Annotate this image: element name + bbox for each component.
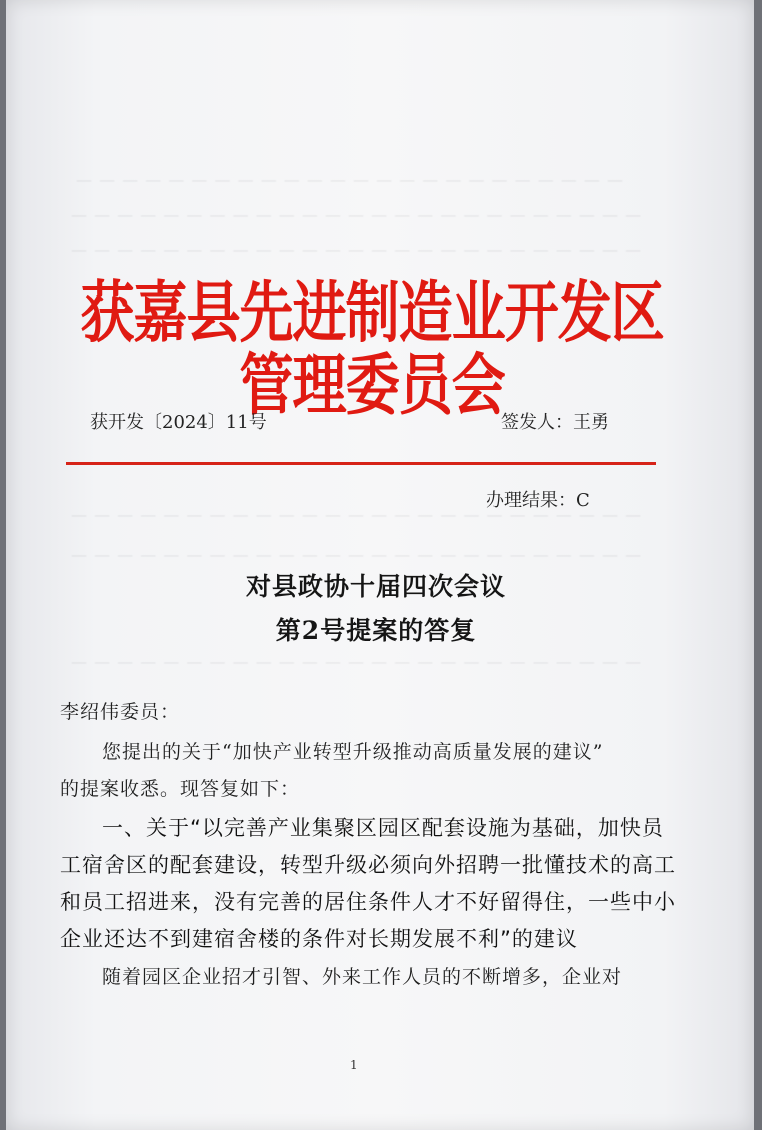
show-through-text: — — — — — — — — — — — — — — — — — — — — — — — — — [71,205,643,224]
show-through-text: — — — — — — — — — — — — — — — — — — — — — — — — — [71,652,643,671]
paragraph-1-line-2: 的提案收悉。现答复如下： [60,778,301,800]
document-title-line-2: 第2号提案的答复 [275,616,477,645]
document-title-line-1: 对县政协十届四次会议 [245,572,506,601]
salutation: 李绍伟委员： [60,701,181,723]
red-separator-line [66,462,656,465]
show-through-text: — — — — — — — — — — — — — — — — — — — — — — — — [76,170,624,189]
paragraph-1-line-1: 您提出的关于“加快产业转型升级推动高质量发展的建议” [102,741,604,763]
handling-result: 办理结果：C [486,490,590,511]
heading-line-2: 工宿舍区的配套建设，转型升级必须向外招聘一批懂技术的高工 [60,853,676,877]
document-page [6,0,754,1130]
show-through-text: — — — — — — — — — — — — — — — — — — — — — — — — — [71,505,643,524]
show-through-text: — — — — — — — — — — — — — — — — — — — — — — — — — [71,240,643,259]
signer: 签发人：王勇 [501,412,609,433]
show-through-text: — — — — — — — — — — — — — — — — — — — — — — — — — [71,545,643,564]
page-number: 1 [350,1058,358,1072]
letterhead-title: 获嘉县先进制造业开发区管理委员会 [80,275,664,425]
heading-line-4: 企业还达不到建宿舍楼的条件对长期发展不利”的建议 [60,927,578,951]
heading-line-3: 和员工招进来，没有完善的居住条件人才不好留得住，一些中小 [60,890,676,914]
heading-line-1: 一、关于“以完善产业集聚区园区配套设施为基础，加快员 [102,816,664,840]
paragraph-2-line-1: 随着园区企业招才引智、外来工作人员的不断增多，企业对 [102,966,623,988]
document-number: 获开发〔2024〕11号 [90,412,267,433]
